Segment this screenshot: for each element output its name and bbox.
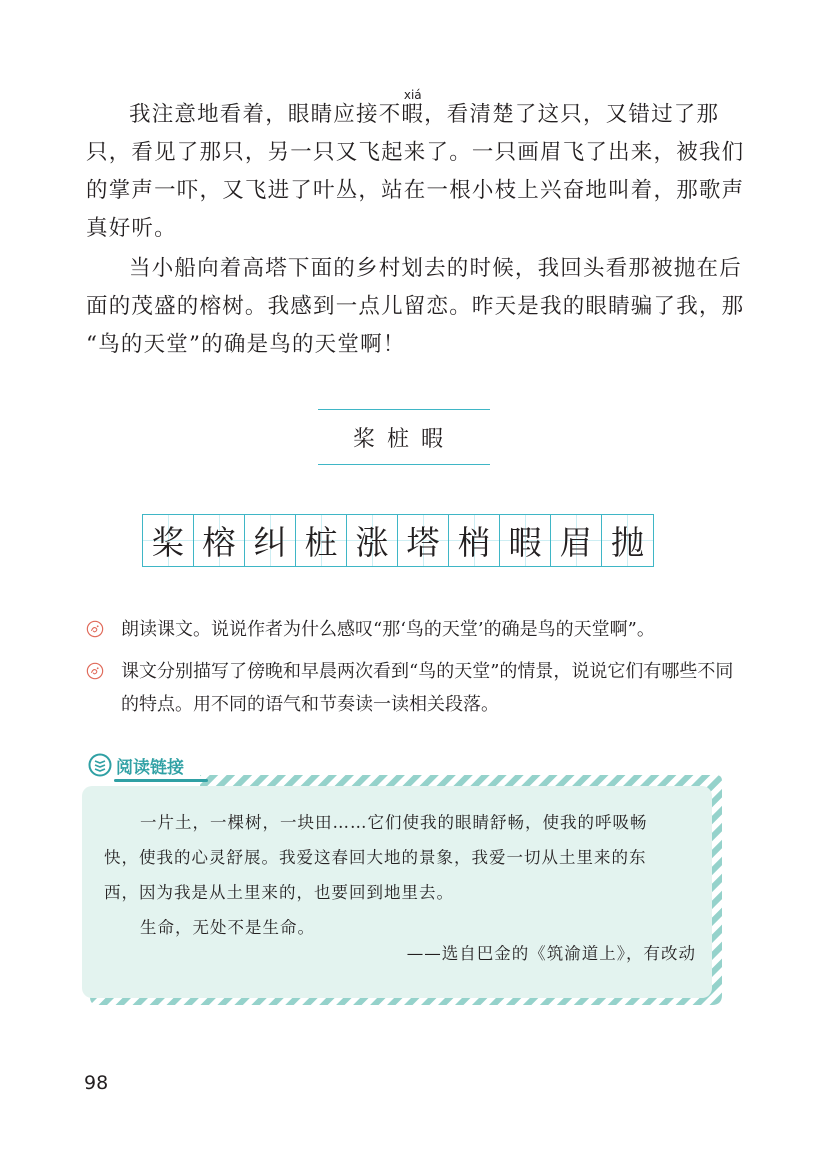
- annotated-char: 暇: [401, 102, 425, 127]
- text-line: 真好听。: [86, 216, 177, 241]
- text-line: “鸟的天堂”的确是鸟的天堂啊！: [86, 332, 406, 357]
- character-writing-grid: [142, 514, 654, 567]
- exercise-item: [86, 613, 736, 646]
- text-segment: 我注意地看着，眼睛应接不: [129, 102, 402, 127]
- text-line: 的掌声一吓，又飞进了叶丛，站在一根小枝上兴奋地叫着，那歌声: [86, 178, 745, 203]
- exercise-bullet-icon: [86, 662, 104, 680]
- text-segment: 当小船向着高塔下面的乡村划去的时候，我回头看那被抛在后: [129, 256, 742, 281]
- book-icon: [88, 753, 112, 777]
- vocab-words: 桨桩暇: [352, 426, 455, 452]
- text-line: 面的茂盛的榕树。我感到一点儿留恋。昨天是我的眼睛骗了我，那: [86, 294, 745, 319]
- char-cell: 涨: [347, 515, 398, 566]
- char-cell: 塔: [398, 515, 449, 566]
- page-number: 98: [84, 1072, 109, 1094]
- char-cell: 眉: [551, 515, 602, 566]
- reading-link-text: [104, 805, 702, 945]
- text-line: 生命，无处不是生命。: [140, 918, 315, 937]
- pinyin-annotated-char: [401, 88, 425, 134]
- char-cell: 榕: [194, 515, 245, 566]
- text-line: 只，看见了那只，另一只又飞起来了。一只画眉飞了出来，被我们: [86, 140, 745, 165]
- exercise-text: 朗读课文。说说作者为什么感叹“那‘鸟的天堂’的确是鸟的天堂啊”。: [121, 619, 655, 640]
- text-line: 快，使我的心灵舒展。我爱这春回大地的景象，我爱一切从土里来的东: [104, 848, 647, 867]
- pinyin-annotation: xiá: [403, 88, 422, 102]
- char-cell: 抛: [602, 515, 653, 566]
- char-cell: 暇: [500, 515, 551, 566]
- vocab-words-box: [318, 409, 490, 465]
- text-line: [86, 88, 736, 134]
- reading-link-title: 阅读链接: [116, 757, 184, 778]
- char-cell: 桨: [143, 515, 194, 566]
- reading-link-source: ——选自巴金的《筑渝道上》，有改动: [406, 944, 696, 963]
- exercise-text: 课文分别描写了傍晚和早晨两次看到“鸟的天堂”的情景，说说它们有哪些不同的特点。用不同的语气和节奏读一读相关段落。: [121, 661, 734, 715]
- reading-link-header: [88, 752, 184, 778]
- char-cell: 纠: [245, 515, 296, 566]
- text-segment: ，看清楚了这只，又错过了那: [424, 102, 720, 127]
- passage-paragraph-2: [86, 250, 745, 364]
- char-cell: 桩: [296, 515, 347, 566]
- text-line: 一片土，一棵树，一块田……它们使我的眼睛舒畅，使我的呼吸畅: [140, 813, 648, 832]
- exercise-item: [86, 655, 736, 721]
- title-underline: [114, 779, 208, 782]
- passage-paragraph-1: [86, 88, 745, 248]
- char-cell: 梢: [449, 515, 500, 566]
- exercise-bullet-icon: [86, 620, 104, 638]
- text-line: [86, 250, 742, 288]
- text-line: 西，因为我是从土里来的，也要回到地里去。: [104, 883, 454, 902]
